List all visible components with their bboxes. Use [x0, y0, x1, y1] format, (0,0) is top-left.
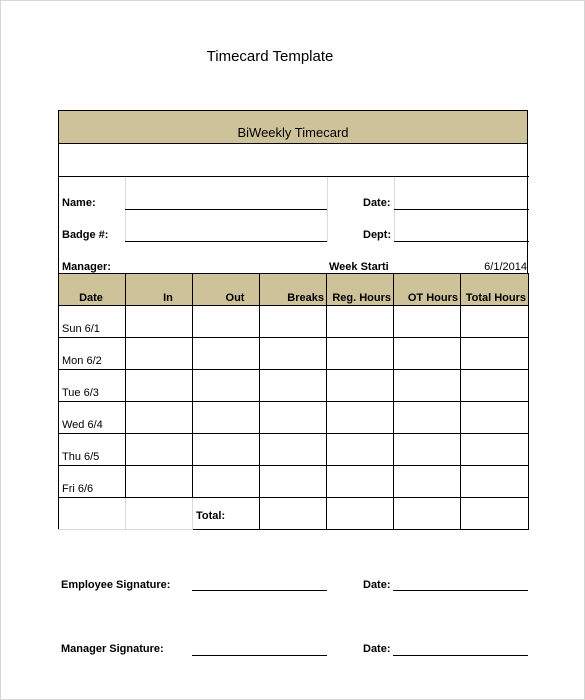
cell-in[interactable]	[126, 370, 193, 402]
cell-breaks[interactable]	[260, 402, 327, 434]
total-label: Total:	[193, 498, 260, 530]
cell-reg-hours[interactable]	[327, 466, 394, 498]
column-header-ot-hours: OT Hours	[394, 274, 461, 306]
week-start-value: 6/1/2014	[484, 261, 527, 273]
cell-reg-hours[interactable]	[327, 402, 394, 434]
cell-total-hours[interactable]	[461, 434, 529, 466]
page-title: Timecard Template	[206, 48, 334, 65]
badge-label: Badge #:	[62, 229, 109, 241]
row-date: Fri 6/6	[59, 466, 126, 498]
column-header-in: In	[126, 274, 193, 306]
timecard-header	[58, 110, 528, 143]
column-header-date: Date	[59, 274, 126, 306]
manager-signature-field[interactable]	[192, 655, 327, 656]
blank-cell	[59, 498, 126, 530]
cell-ot-hours[interactable]	[394, 434, 461, 466]
cell-breaks[interactable]	[260, 370, 327, 402]
employee-date-field[interactable]	[393, 590, 528, 591]
row-date: Mon 6/2	[59, 338, 126, 370]
cell-breaks[interactable]	[260, 466, 327, 498]
cell-out[interactable]	[193, 466, 260, 498]
total-ot-hours[interactable]	[394, 498, 461, 530]
cell-ot-hours[interactable]	[394, 306, 461, 338]
cell-ot-hours[interactable]	[394, 402, 461, 434]
cell-reg-hours[interactable]	[327, 434, 394, 466]
cell-total-hours[interactable]	[461, 338, 529, 370]
employee-info-section	[58, 143, 528, 273]
cell-total-hours[interactable]	[461, 466, 529, 498]
name-field[interactable]	[125, 209, 327, 210]
cell-in[interactable]	[126, 338, 193, 370]
column-header-total-hours: Total Hours	[461, 274, 529, 306]
employee-signature-label: Employee Signature:	[61, 579, 171, 591]
cell-in[interactable]	[126, 402, 193, 434]
date-label: Date:	[363, 197, 391, 209]
manager-signature-label: Manager Signature:	[61, 643, 164, 655]
timecard-sheet	[58, 110, 528, 530]
column-header-reg-hours: Reg. Hours	[327, 274, 394, 306]
manager-label: Manager:	[62, 261, 111, 273]
table-header-row	[59, 274, 529, 306]
manager-field[interactable]	[125, 273, 327, 274]
table-row	[59, 338, 529, 370]
row-date: Tue 6/3	[59, 370, 126, 402]
table-row	[59, 402, 529, 434]
total-row	[59, 498, 529, 530]
total-breaks[interactable]	[260, 498, 327, 530]
row-date: Sun 6/1	[59, 306, 126, 338]
badge-field[interactable]	[125, 241, 327, 242]
table-row	[59, 306, 529, 338]
cell-ot-hours[interactable]	[394, 466, 461, 498]
cell-out[interactable]	[193, 370, 260, 402]
table-row	[59, 466, 529, 498]
total-total-hours[interactable]	[461, 498, 529, 530]
cell-in[interactable]	[126, 434, 193, 466]
name-label: Name:	[62, 197, 96, 209]
date-field[interactable]	[394, 209, 529, 210]
row-date: Thu 6/5	[59, 434, 126, 466]
cell-total-hours[interactable]	[461, 370, 529, 402]
cell-breaks[interactable]	[260, 338, 327, 370]
row-date: Wed 6/4	[59, 402, 126, 434]
cell-in[interactable]	[126, 306, 193, 338]
cell-ot-hours[interactable]	[394, 370, 461, 402]
total-reg-hours[interactable]	[327, 498, 394, 530]
cell-reg-hours[interactable]	[327, 306, 394, 338]
cell-out[interactable]	[193, 434, 260, 466]
week-start-field[interactable]	[394, 273, 529, 274]
employee-date-label: Date:	[363, 579, 391, 591]
table-row	[59, 434, 529, 466]
blank-cell	[126, 498, 193, 530]
cell-reg-hours[interactable]	[327, 370, 394, 402]
cell-reg-hours[interactable]	[327, 338, 394, 370]
employee-signature-field[interactable]	[192, 590, 327, 591]
time-table	[58, 273, 529, 530]
week-start-label: Week Starti	[329, 261, 389, 273]
table-row	[59, 370, 529, 402]
cell-breaks[interactable]	[260, 434, 327, 466]
manager-date-field[interactable]	[393, 655, 528, 656]
cell-in[interactable]	[126, 466, 193, 498]
name-row-top-line	[59, 176, 529, 177]
manager-date-label: Date:	[363, 643, 391, 655]
column-header-breaks: Breaks	[260, 274, 327, 306]
cell-total-hours[interactable]	[461, 402, 529, 434]
dept-field[interactable]	[394, 241, 529, 242]
cell-total-hours[interactable]	[461, 306, 529, 338]
cell-ot-hours[interactable]	[394, 338, 461, 370]
cell-breaks[interactable]	[260, 306, 327, 338]
column-header-out: Out	[193, 274, 260, 306]
grid-line	[327, 176, 328, 242]
timecard-header-title: BiWeekly Timecard	[237, 125, 349, 140]
cell-out[interactable]	[193, 338, 260, 370]
cell-out[interactable]	[193, 306, 260, 338]
dept-label: Dept:	[363, 229, 392, 241]
cell-out[interactable]	[193, 402, 260, 434]
